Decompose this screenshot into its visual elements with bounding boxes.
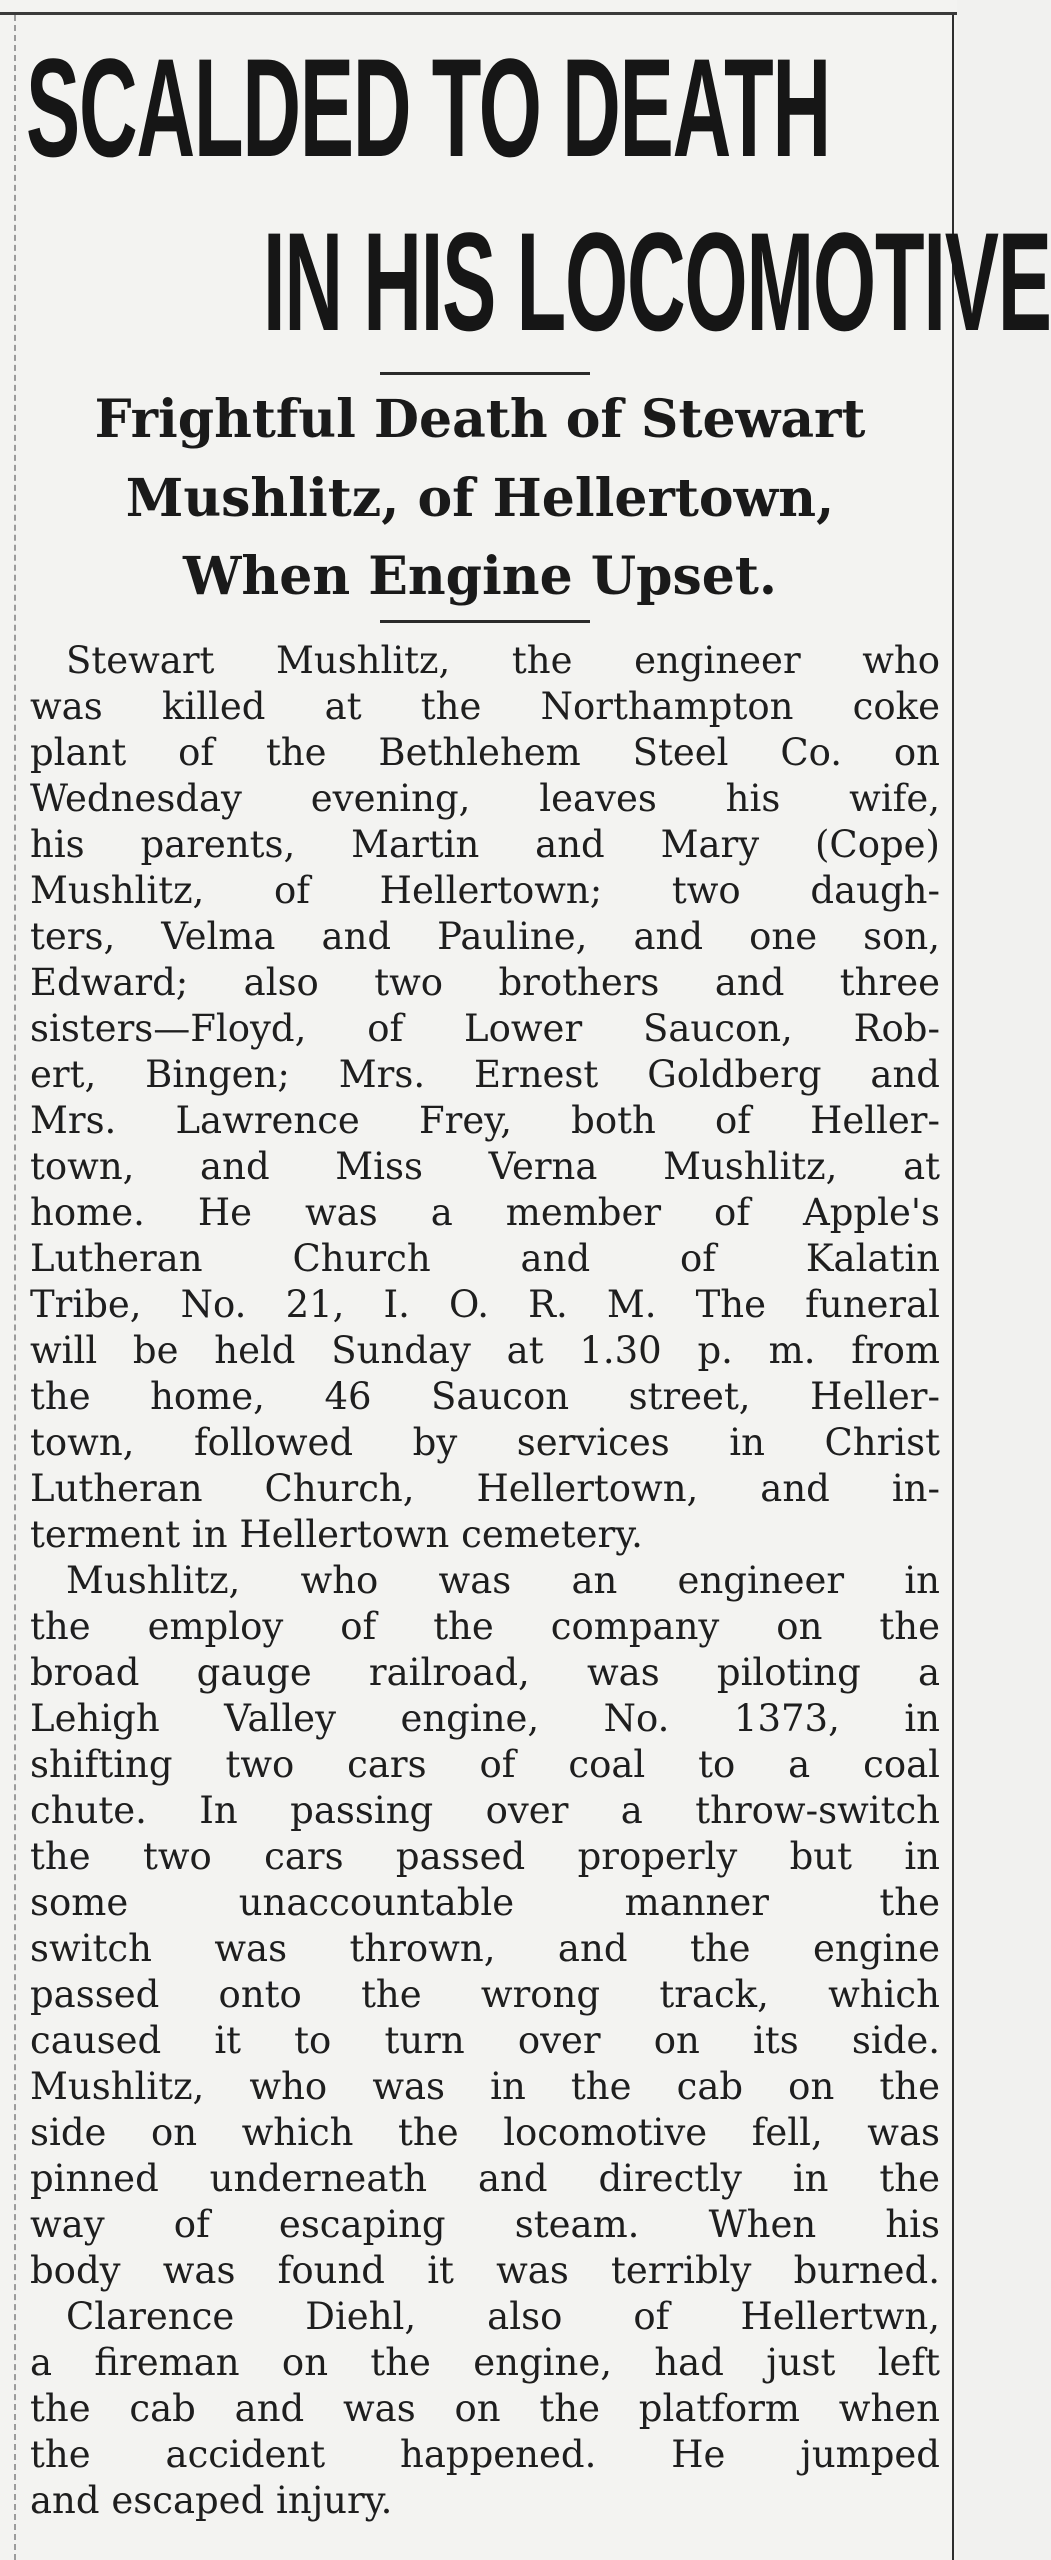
article-line: the accident happened. He jumped (30, 2433, 940, 2476)
article-line: Lutheran Church and of Kalatin (30, 1237, 940, 1280)
article-line: caused it to turn over on its side. (30, 2019, 940, 2062)
article-line: ert, Bingen; Mrs. Ernest Goldberg and (30, 1053, 940, 1096)
top-column-rule (0, 12, 957, 15)
article-line: side on which the locomotive fell, was (30, 2111, 940, 2154)
article-line: some unaccountable manner the (30, 1881, 940, 1924)
article-line: sisters—Floyd, of Lower Saucon, Rob- (30, 1007, 940, 1050)
article-line: chute. In passing over a throw-switch (30, 1789, 940, 1832)
article-line: will be held Sunday at 1.30 p. m. from (30, 1329, 940, 1372)
headline-divider (380, 372, 590, 375)
article-line: broad gauge railroad, was piloting a (30, 1651, 940, 1694)
article-line: pinned underneath and directly in the (30, 2157, 940, 2200)
left-column-rule (14, 15, 17, 2560)
article-line: passed onto the wrong track, which (30, 1973, 940, 2016)
article-line: Edward; also two brothers and three (30, 961, 940, 1004)
article-line: town, and Miss Verna Mushlitz, at (30, 1145, 940, 1188)
article-line: Mushlitz, who was an engineer in (66, 1559, 940, 1602)
article-line: Stewart Mushlitz, the engineer who (66, 639, 940, 682)
article-line: terment in Hellertown cemetery. (30, 1513, 643, 1556)
article-line: town, followed by services in Christ (30, 1421, 940, 1464)
article-line: and escaped injury. (30, 2479, 393, 2522)
article-line: was killed at the Northampton coke (30, 685, 940, 728)
subheadline-line-3: When Engine Upset. (183, 546, 777, 607)
article-line: way of escaping steam. When his (30, 2203, 940, 2246)
article-line: Lehigh Valley engine, No. 1373, in (30, 1697, 940, 1740)
article-line: body was found it was terribly burned. (30, 2249, 940, 2292)
article-line: the home, 46 Saucon street, Heller- (30, 1375, 940, 1418)
subheadline-line-2: Mushlitz, of Hellertown, (125, 468, 835, 529)
article-line: the cab and was on the platform when (30, 2387, 940, 2430)
article-line: ters, Velma and Pauline, and one son, (30, 915, 940, 958)
article-line: a fireman on the engine, had just left (30, 2341, 940, 2384)
subheadline-divider (380, 620, 590, 623)
headline-line-1: SCALDED TO DEATH (26, 29, 830, 186)
article-line: Wednesday evening, leaves his wife, (30, 777, 940, 820)
headline-line-2: IN HIS LOCOMOTIVE (263, 203, 1051, 360)
article-line: Mushlitz, who was in the cab on the (30, 2065, 940, 2108)
article-line: the two cars passed properly but in (30, 1835, 940, 1878)
subheadline-line-1: Frightful Death of Stewart (94, 389, 866, 450)
article-line: home. He was a member of Apple's (30, 1191, 940, 1234)
article-line: shifting two cars of coal to a coal (30, 1743, 940, 1786)
article-line: plant of the Bethlehem Steel Co. on (30, 731, 940, 774)
article-line: Mushlitz, of Hellertown; two daugh- (30, 869, 940, 912)
article-line: switch was thrown, and the engine (30, 1927, 940, 1970)
article-line: Clarence Diehl, also of Hellertwn, (66, 2295, 940, 2338)
article-line: Lutheran Church, Hellertown, and in- (30, 1467, 940, 1510)
article-line: Mrs. Lawrence Frey, both of Heller- (30, 1099, 940, 1142)
article-line: Tribe, No. 21, I. O. R. M. The funeral (30, 1283, 940, 1326)
article-line: his parents, Martin and Mary (Cope) (30, 823, 940, 866)
article-line: the employ of the company on the (30, 1605, 940, 1648)
right-column-rule (952, 15, 954, 2560)
